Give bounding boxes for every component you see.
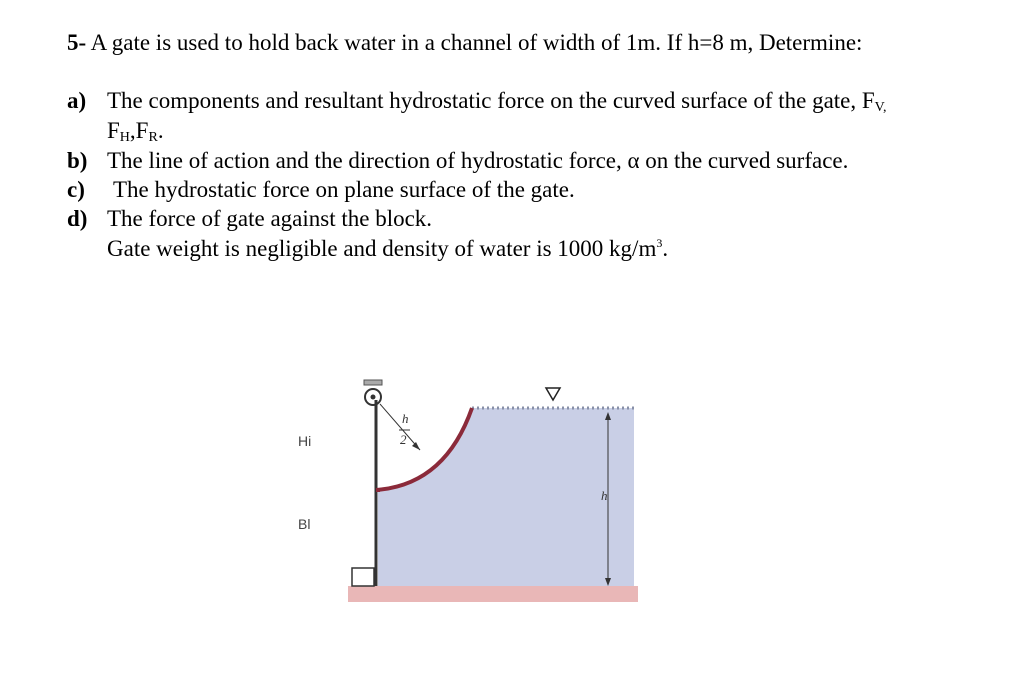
hinge-pin xyxy=(371,395,376,400)
hinge-mount xyxy=(364,380,382,385)
item-text: The components and resultant hydrostatic force on the curved surface of the gate, F xyxy=(107,88,875,113)
item-label: d) xyxy=(67,206,88,231)
half-h-numerator: h xyxy=(402,411,409,426)
item-a-line1 xyxy=(107,88,886,114)
note-line xyxy=(107,236,668,262)
item-label: c) xyxy=(67,177,85,202)
radius-arrowhead xyxy=(412,442,420,450)
note-superscript: 3 xyxy=(656,236,663,250)
item-label: b) xyxy=(67,148,88,173)
symbol-f: F xyxy=(107,118,120,143)
floor xyxy=(348,586,638,602)
subscript-r: R xyxy=(148,130,158,145)
free-surface-symbol xyxy=(546,388,560,400)
hinge-label: Hi xyxy=(298,433,312,449)
end-period: . xyxy=(157,118,164,143)
subscript-h: H xyxy=(119,130,130,145)
water-body xyxy=(378,408,634,586)
block xyxy=(352,568,374,586)
block-label: Bl xyxy=(298,516,311,532)
note-text: Gate weight is negligible and density of water is 1000 kg/m xyxy=(107,236,657,261)
item-label: a) xyxy=(67,88,87,113)
half-h-denominator: 2 xyxy=(400,432,407,447)
subscript-v: V xyxy=(874,100,883,115)
item-text: The force of gate against the block. xyxy=(107,206,433,231)
note-end: . xyxy=(662,236,669,261)
sep-1: , xyxy=(882,100,887,115)
item-text: The line of action and the direction of hydrostatic force, α on the curved surface. xyxy=(107,148,849,173)
item-text: The hydrostatic force on plane surface of the gate. xyxy=(113,177,575,202)
depth-label: h xyxy=(601,488,608,503)
problem-text: A gate is used to hold back water in a channel of width of 1m. If h=8 m, Determine: xyxy=(90,30,863,55)
gate-figure xyxy=(280,370,650,610)
problem-number: 5- xyxy=(67,30,87,55)
sep-2: ,F xyxy=(129,118,149,143)
problem-statement xyxy=(67,30,862,56)
item-a-line2 xyxy=(107,118,164,144)
